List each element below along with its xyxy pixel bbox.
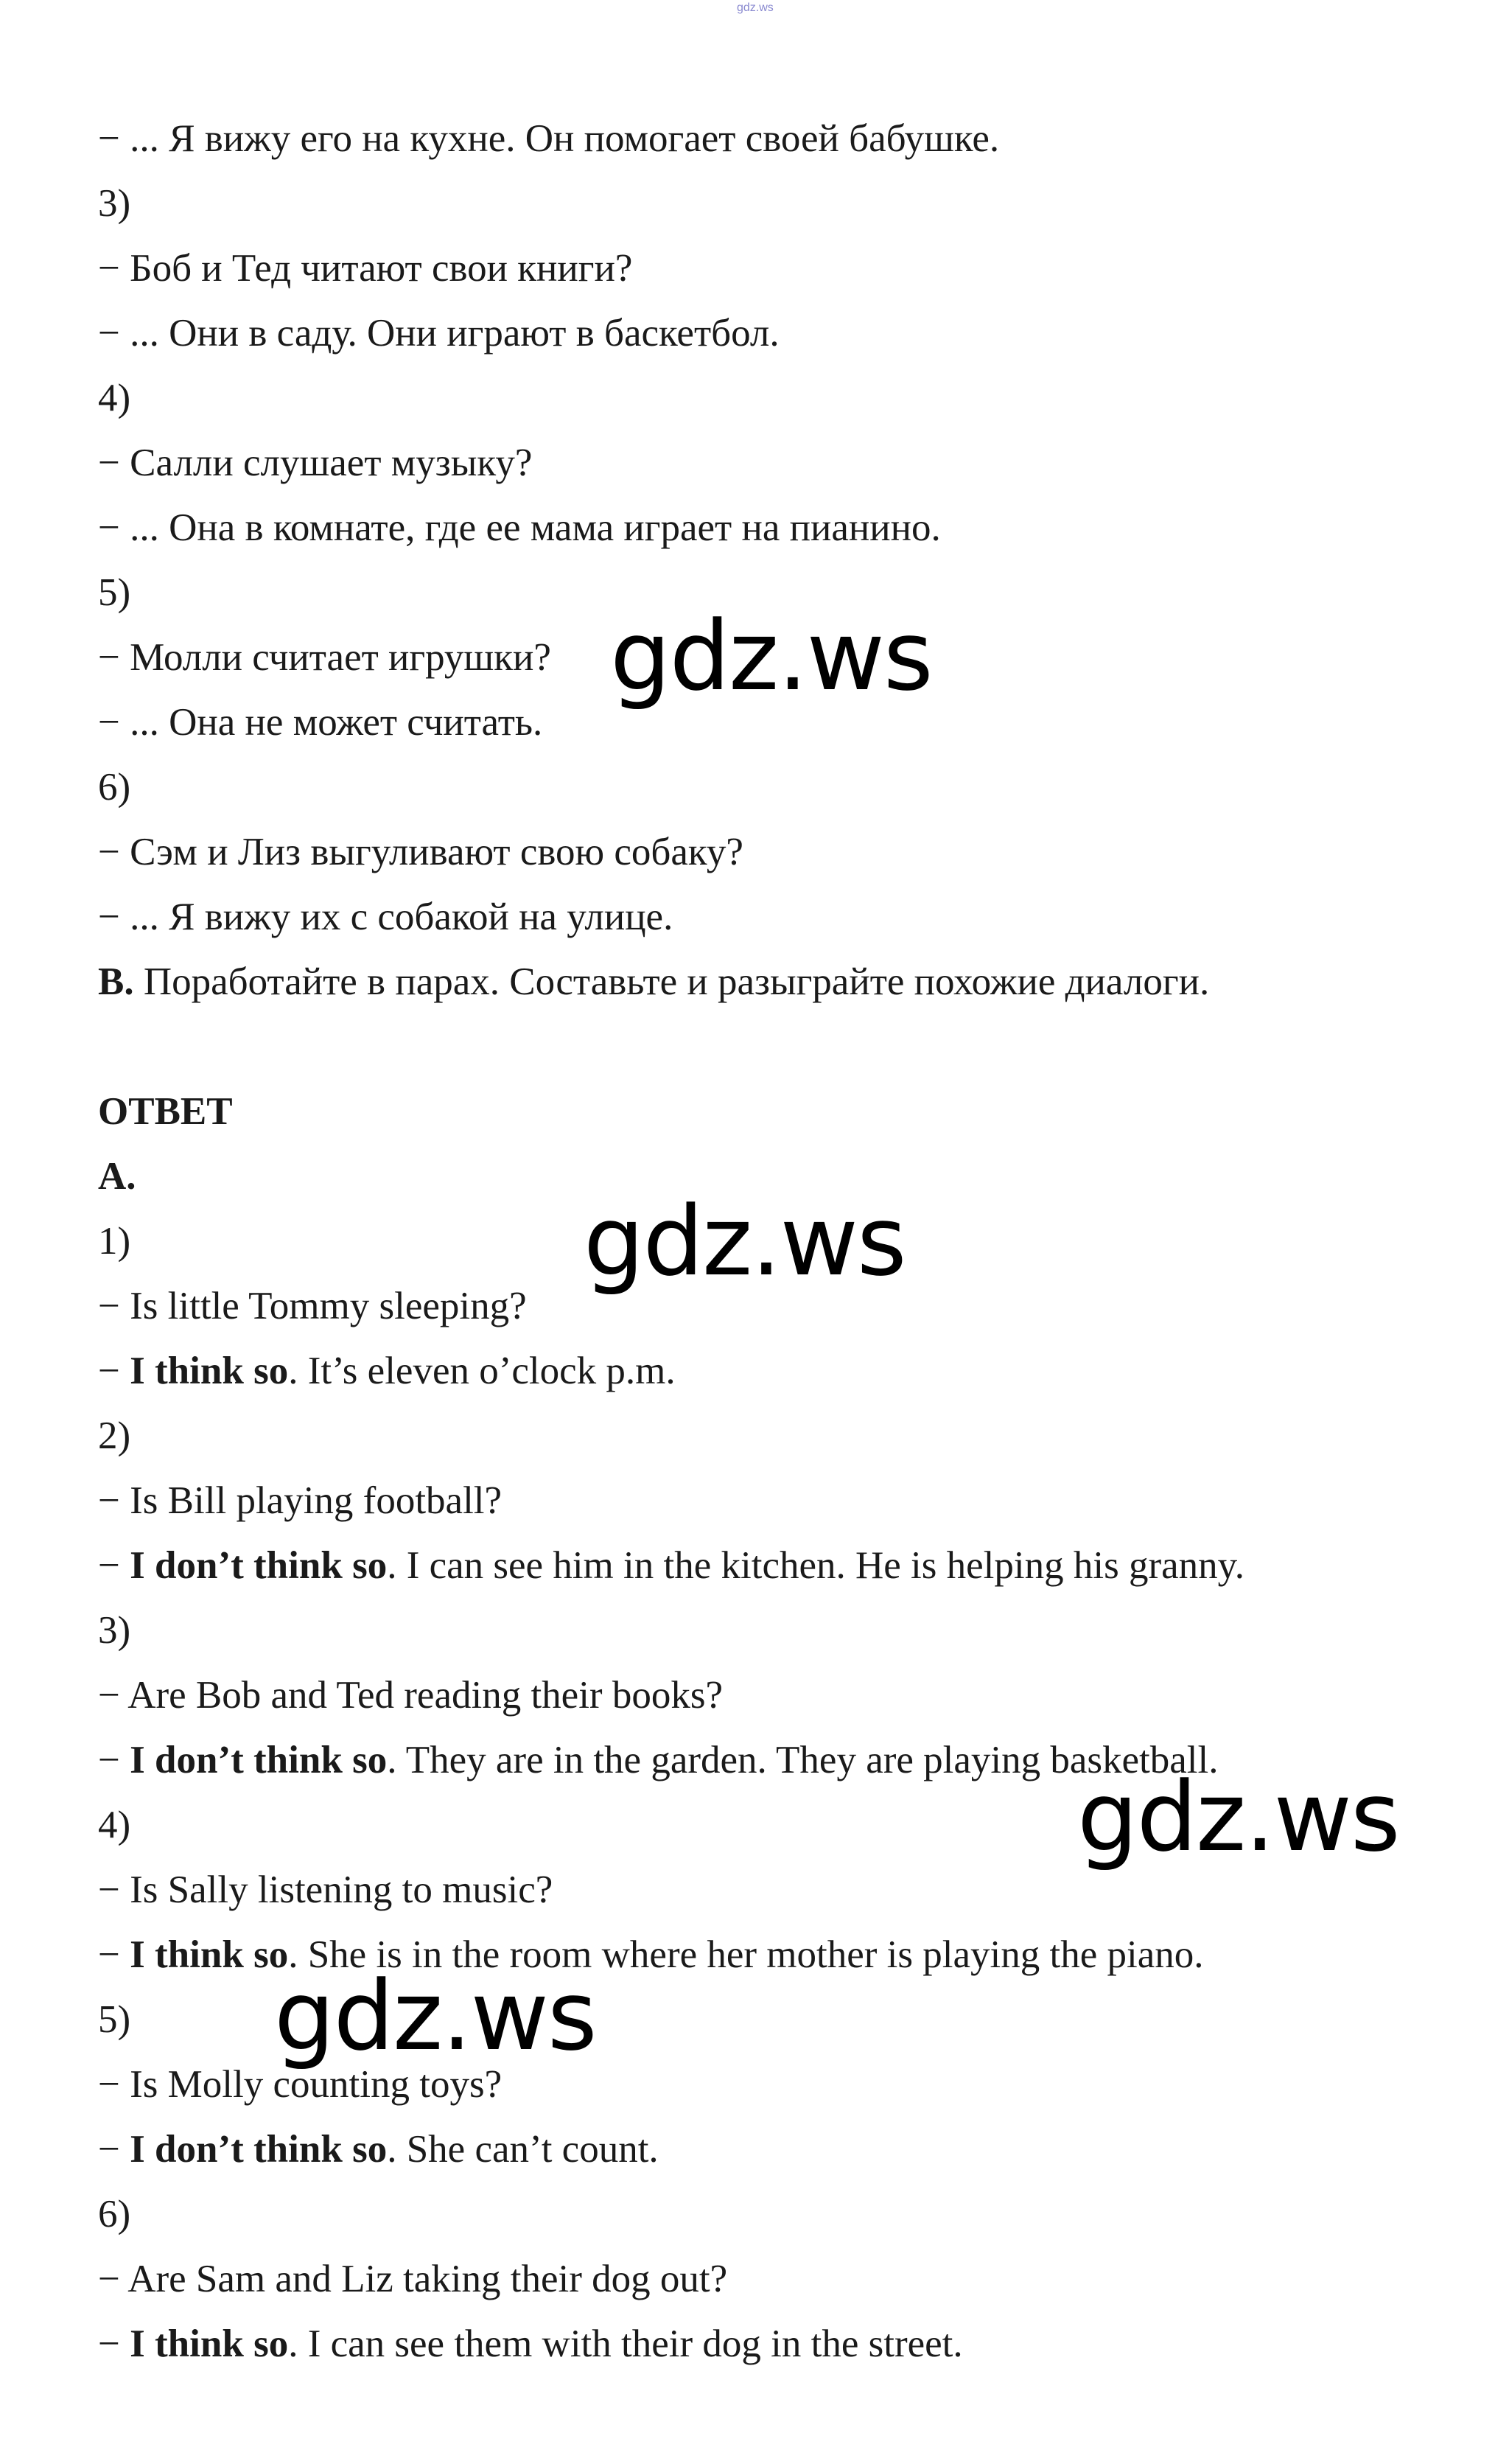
reply-dash: − xyxy=(98,1544,130,1587)
item-number: 4) xyxy=(98,377,131,419)
reply-rest: . I can see him in the kitchen. He is helping his granny. xyxy=(387,1544,1244,1587)
item-number: 6) xyxy=(98,2193,131,2236)
top-watermark: gdz.ws xyxy=(737,1,774,14)
reply-rest: . It’s eleven o’clock p.m. xyxy=(288,1350,676,1392)
reply-dash: − xyxy=(98,1933,130,1976)
reply-bold: I don’t think so xyxy=(130,2128,388,2171)
answer-reply xyxy=(98,2127,659,2171)
answer-reply xyxy=(98,1738,1219,1782)
answer-question: − Is Bill playing football? xyxy=(98,1479,503,1522)
answer-reply xyxy=(98,1543,1244,1588)
item-number: 5) xyxy=(98,571,131,614)
item-number: 6) xyxy=(98,766,131,809)
item-number: 1) xyxy=(98,1220,131,1263)
reply-rest: . I can see them with their dog in the street. xyxy=(288,2322,963,2365)
answer-reply xyxy=(98,1349,676,1393)
task-b xyxy=(98,960,1209,1004)
reply-bold: I think so xyxy=(130,1350,289,1392)
answer-question: − Is little Tommy sleeping? xyxy=(98,1285,527,1327)
answer-title: ОТВЕТ xyxy=(98,1090,233,1133)
watermark-text: gdz.ws xyxy=(610,600,932,712)
reply-bold: I think so xyxy=(130,1933,289,1976)
watermark-text: gdz.ws xyxy=(274,1960,596,2072)
russian-reply: − ... Она не может считать. xyxy=(98,701,543,744)
reply-rest: . They are in the garden. They are playing basketball. xyxy=(387,1739,1219,1781)
reply-bold: I think so xyxy=(130,2322,289,2365)
russian-question: − Салли слушает музыку? xyxy=(98,442,533,484)
item-number: 5) xyxy=(98,1998,131,2041)
reply-bold: I don’t think so xyxy=(130,1544,388,1587)
reply-bold: I don’t think so xyxy=(130,1739,388,1781)
russian-question: − Молли считает игрушки? xyxy=(98,636,551,679)
answer-question: − Is Molly counting toys? xyxy=(98,2063,503,2106)
watermark-text: gdz.ws xyxy=(1077,1761,1399,1873)
answer-reply xyxy=(98,1933,1204,1977)
answer-reply xyxy=(98,2322,963,2366)
item-number: 3) xyxy=(98,1609,131,1652)
answer-question: − Is Sally listening to music? xyxy=(98,1868,553,1911)
reply-dash: − xyxy=(98,1739,130,1781)
answer-section-label: A. xyxy=(98,1155,136,1198)
answer-question: − Are Sam and Liz taking their dog out? xyxy=(98,2258,728,2300)
reply-rest: . She can’t count. xyxy=(387,2128,659,2171)
item-number: 3) xyxy=(98,182,131,225)
russian-reply: − ... Она в комнате, где ее мама играет на пианино. xyxy=(98,506,941,549)
russian-reply: − ... Они в саду. Они играют в баскетбол. xyxy=(98,312,780,355)
reply-dash: − xyxy=(98,2128,130,2171)
task-b-label: B. xyxy=(98,960,134,1003)
reply-dash: − xyxy=(98,2322,130,2365)
russian-question: − Сэм и Лиз выгуливают свою собаку? xyxy=(98,831,743,873)
russian-line: − ... Я вижу его на кухне. Он помогает своей бабушке. xyxy=(98,117,1000,160)
reply-dash: − xyxy=(98,1350,130,1392)
item-number: 2) xyxy=(98,1414,131,1457)
russian-reply: − ... Я вижу их с собакой на улице. xyxy=(98,896,673,938)
answer-question: − Are Bob and Ted reading their books? xyxy=(98,1674,723,1717)
task-b-text: Поработайте в парах. Составьте и разыграйте похожие диалоги. xyxy=(133,960,1210,1003)
item-number: 4) xyxy=(98,1804,131,1846)
reply-rest: . She is in the room where her mother is playing the piano. xyxy=(288,1933,1204,1976)
watermark-text: gdz.ws xyxy=(584,1185,906,1297)
russian-question: − Боб и Тед читают свои книги? xyxy=(98,247,633,290)
